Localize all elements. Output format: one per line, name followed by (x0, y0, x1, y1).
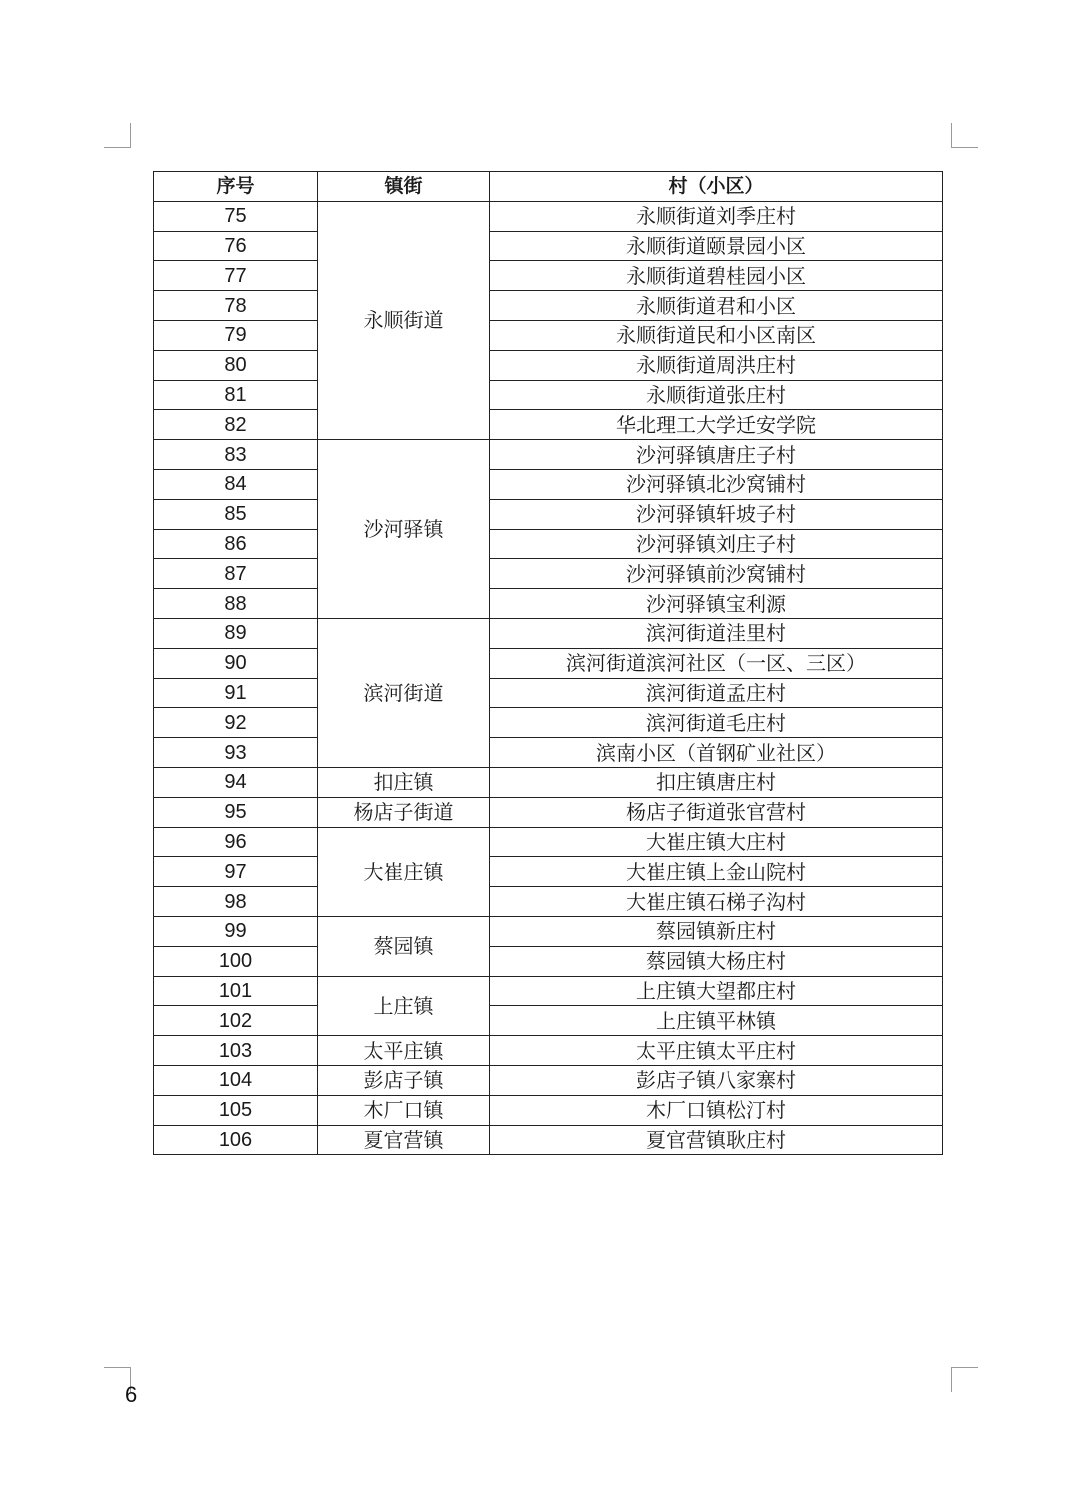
table-row (154, 499, 943, 529)
serial-number-cell: 81 (154, 380, 318, 410)
village-cell: 太平庄镇太平庄村 (490, 1036, 943, 1066)
serial-number-cell: 93 (154, 738, 318, 768)
village-cell: 永顺街道君和小区 (490, 291, 943, 321)
table-row (154, 618, 943, 648)
village-cell: 上庄镇平林镇 (490, 1006, 943, 1036)
town-cell: 蔡园镇 (318, 916, 490, 976)
town-cell: 上庄镇 (318, 976, 490, 1036)
village-cell: 永顺街道碧桂园小区 (490, 261, 943, 291)
table-row (154, 797, 943, 827)
serial-number-cell: 104 (154, 1065, 318, 1095)
serial-number-cell: 79 (154, 320, 318, 350)
table-row (154, 1125, 943, 1155)
serial-number-cell: 92 (154, 708, 318, 738)
serial-number-cell: 88 (154, 589, 318, 619)
table-row (154, 440, 943, 470)
serial-number-cell: 80 (154, 350, 318, 380)
serial-number-cell: 103 (154, 1036, 318, 1066)
table-row (154, 529, 943, 559)
table-row (154, 678, 943, 708)
table-row (154, 589, 943, 619)
town-cell: 永顺街道 (318, 201, 490, 439)
table-row (154, 291, 943, 321)
serial-number-cell: 98 (154, 887, 318, 917)
serial-number-cell: 101 (154, 976, 318, 1006)
town-cell: 杨店子街道 (318, 797, 490, 827)
town-cell: 夏官营镇 (318, 1125, 490, 1155)
village-cell: 永顺街道周洪庄村 (490, 350, 943, 380)
table-row (154, 469, 943, 499)
serial-number-cell: 99 (154, 916, 318, 946)
village-cell: 蔡园镇新庄村 (490, 916, 943, 946)
serial-number-cell: 89 (154, 618, 318, 648)
village-cell: 大崔庄镇大庄村 (490, 827, 943, 857)
serial-number-cell: 102 (154, 1006, 318, 1036)
village-cell: 沙河驿镇宝利源 (490, 589, 943, 619)
table-row (154, 1036, 943, 1066)
crop-mark-top-left (104, 123, 131, 148)
serial-number-cell: 91 (154, 678, 318, 708)
serial-number-cell: 100 (154, 946, 318, 976)
village-cell: 永顺街道颐景园小区 (490, 231, 943, 261)
village-cell: 大崔庄镇石梯子沟村 (490, 887, 943, 917)
table-body (154, 201, 943, 1155)
table-row (154, 1006, 943, 1036)
village-cell: 彭店子镇八家寨村 (490, 1065, 943, 1095)
serial-number-cell: 86 (154, 529, 318, 559)
crop-mark-top-right (951, 123, 978, 148)
table-row (154, 648, 943, 678)
serial-number-cell: 97 (154, 857, 318, 887)
serial-number-cell: 95 (154, 797, 318, 827)
serial-number-cell: 78 (154, 291, 318, 321)
serial-number-cell: 84 (154, 469, 318, 499)
town-cell: 彭店子镇 (318, 1065, 490, 1095)
village-cell: 蔡园镇大杨庄村 (490, 946, 943, 976)
table-row (154, 738, 943, 768)
village-cell: 沙河驿镇前沙窝铺村 (490, 559, 943, 589)
serial-number-cell: 105 (154, 1095, 318, 1125)
table-row (154, 231, 943, 261)
village-cell: 扣庄镇唐庄村 (490, 767, 943, 797)
town-cell: 木厂口镇 (318, 1095, 490, 1125)
serial-number-cell: 75 (154, 201, 318, 231)
village-cell: 木厂口镇松汀村 (490, 1095, 943, 1125)
village-cell: 沙河驿镇北沙窝铺村 (490, 469, 943, 499)
village-cell: 滨河街道毛庄村 (490, 708, 943, 738)
serial-number-cell: 106 (154, 1125, 318, 1155)
table-row (154, 976, 943, 1006)
village-cell: 永顺街道张庄村 (490, 380, 943, 410)
header-village: 村（小区） (490, 172, 943, 202)
page-number: 6 (125, 1382, 138, 1407)
table-row (154, 320, 943, 350)
town-cell: 扣庄镇 (318, 767, 490, 797)
table-row (154, 708, 943, 738)
village-cell: 永顺街道刘季庄村 (490, 201, 943, 231)
village-cell: 沙河驿镇唐庄子村 (490, 440, 943, 470)
table-row (154, 201, 943, 231)
table-row (154, 1095, 943, 1125)
village-cell: 滨河街道孟庄村 (490, 678, 943, 708)
serial-number-cell: 90 (154, 648, 318, 678)
table-row (154, 946, 943, 976)
village-cell: 滨河街道洼里村 (490, 618, 943, 648)
table-row (154, 559, 943, 589)
serial-number-cell: 82 (154, 410, 318, 440)
table-row (154, 767, 943, 797)
table-row (154, 857, 943, 887)
table-row (154, 261, 943, 291)
serial-number-cell: 85 (154, 499, 318, 529)
serial-number-cell: 77 (154, 261, 318, 291)
village-cell: 华北理工大学迁安学院 (490, 410, 943, 440)
serial-number-cell: 94 (154, 767, 318, 797)
village-cell: 上庄镇大望都庄村 (490, 976, 943, 1006)
village-cell: 滨南小区（首钢矿业社区） (490, 738, 943, 768)
serial-number-cell: 83 (154, 440, 318, 470)
town-cell: 太平庄镇 (318, 1036, 490, 1066)
village-cell: 夏官营镇耿庄村 (490, 1125, 943, 1155)
town-cell: 大崔庄镇 (318, 827, 490, 916)
village-cell: 滨河街道滨河社区（一区、三区） (490, 648, 943, 678)
village-cell: 大崔庄镇上金山院村 (490, 857, 943, 887)
table-row (154, 1065, 943, 1095)
village-cell: 杨店子街道张官营村 (490, 797, 943, 827)
village-cell: 沙河驿镇轩坡子村 (490, 499, 943, 529)
village-list-table (153, 171, 943, 1155)
village-cell: 永顺街道民和小区南区 (490, 320, 943, 350)
table-row (154, 827, 943, 857)
village-cell: 沙河驿镇刘庄子村 (490, 529, 943, 559)
header-town: 镇街 (318, 172, 490, 202)
serial-number-cell: 96 (154, 827, 318, 857)
table-header-row (154, 172, 943, 202)
crop-mark-bottom-right (951, 1367, 978, 1392)
serial-number-cell: 87 (154, 559, 318, 589)
table-row (154, 887, 943, 917)
table-row (154, 410, 943, 440)
table-row (154, 916, 943, 946)
header-serial-number: 序号 (154, 172, 318, 202)
town-cell: 滨河街道 (318, 618, 490, 767)
town-cell: 沙河驿镇 (318, 440, 490, 619)
table-row (154, 350, 943, 380)
table-row (154, 380, 943, 410)
serial-number-cell: 76 (154, 231, 318, 261)
